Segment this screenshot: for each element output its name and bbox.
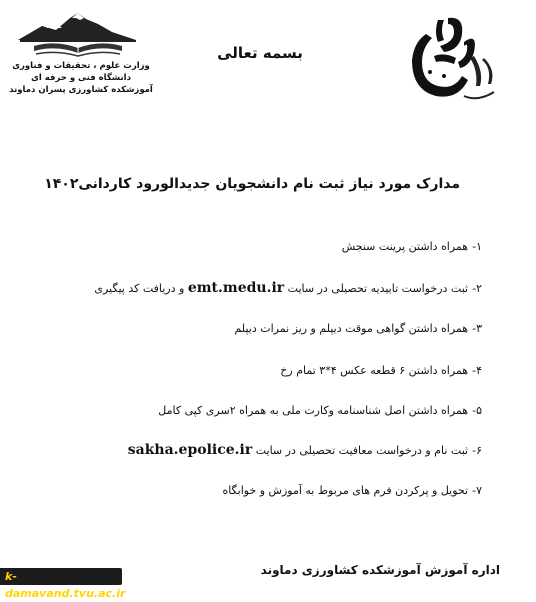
sakha-website-link[interactable]: sakha.epolice.ir <box>127 442 253 458</box>
item-text: همراه داشتن اصل شناسنامه وکارت ملی به همراه ۲سری کپی کامل <box>158 404 469 417</box>
list-item <box>342 240 482 253</box>
calligraphy-university-logo-icon <box>404 12 504 108</box>
item-number: ۱- <box>472 240 482 253</box>
item-text: همراه داشتن پرینت سنجش <box>341 240 469 253</box>
item-number: ۲- <box>472 282 482 295</box>
list-item <box>234 322 482 335</box>
item-number: ۵- <box>472 404 482 417</box>
item-text-after: و دریافت کد پیگیری <box>94 282 185 295</box>
emt-website-link[interactable]: emt.medu.ir <box>187 280 285 296</box>
item-number: ۳- <box>472 322 482 335</box>
watermark-text: k-damavand.tvu.ac.ir <box>5 570 126 600</box>
item-number: ۶- <box>472 444 482 457</box>
office-signature-text: اداره آموزش آموزشکده کشاورزی دماوند <box>260 563 500 577</box>
item-text: همراه داشتن گواهی موقت دیپلم و ریز نمرات دیپلم <box>234 322 469 335</box>
list-item <box>158 404 482 417</box>
item-text: تحویل و پرکردن فرم های مربوط به آموزش و خوابگاه <box>222 484 469 497</box>
mountain-book-logo-icon <box>12 10 144 62</box>
list-item <box>128 442 482 458</box>
item-text: ثبت درخواست تاییدیه تحصیلی در سایت <box>287 282 469 295</box>
list-item <box>222 484 482 497</box>
ministry-line: وزارت علوم ، تحقیقات و فناوری <box>12 61 150 71</box>
item-number: ۷- <box>472 484 482 497</box>
list-item <box>94 280 482 296</box>
item-text: ثبت نام و درخواست معافیت تحصیلی در سایت <box>255 444 469 457</box>
ministry-header-text <box>6 60 156 96</box>
list-item <box>280 364 482 377</box>
item-text: همراه داشتن ۶ قطعه عکس ۴*۳ تمام رخ <box>280 364 469 377</box>
site-watermark <box>0 568 126 600</box>
document-title: مدارک مورد نیاز ثبت نام دانشجویان جدیدالورود کاردانی۱۴۰۲ <box>44 176 460 192</box>
basmala-heading: بسمه تعالی <box>217 44 303 62</box>
item-number: ۴- <box>472 364 482 377</box>
college-line: آموزشکده کشاورزی پسران دماوند <box>9 85 153 95</box>
university-line: دانشگاه فنی و حرفه ای <box>31 73 131 83</box>
